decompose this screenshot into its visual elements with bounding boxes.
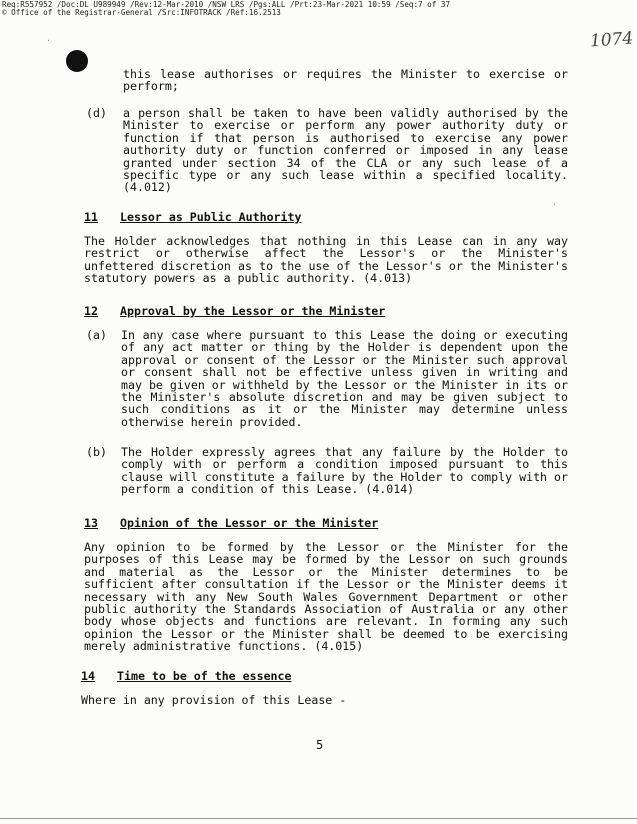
handwritten-page-number: 1074	[589, 28, 634, 52]
para-a-label: (a)	[86, 328, 107, 342]
section-title: Lessor as Public Authority	[120, 210, 302, 224]
punch-hole-dot	[66, 50, 88, 72]
para-b-text: The Holder expressly agrees that any failure by the Holder to comply with or perform a condition imposed pursuant to this clause will constitute a failure by the Holder to comply with or perform a condition of this Lease. (4.014)	[121, 445, 568, 497]
section-14-heading	[81, 670, 292, 682]
para-a-text: In any case where pursuant to this Lease the doing or executing of any act matter or thing by the Holder is dependent upon the approval or consent of the Lessor or the Minister such approval or consent shall not be effective unless given in writing and may be given or withheld by the Lessor or the Minister in its or the Minister's absolute discretion and may be given subject to such conditions as it or the Minister may determine unless otherwise herein provided.	[121, 328, 568, 429]
section-13-heading	[84, 517, 378, 529]
page-number: 5	[316, 738, 324, 752]
scan-edge-line	[0, 818, 637, 819]
para-b-label: (b)	[86, 445, 107, 459]
header-line-1: Req:R557952 /Doc:DL U989949 /Rev:12-Mar-2010 /NSW LRS /Pgs:ALL /Prt:23-Mar-2021 10:59 /Seq:7 of 37	[2, 0, 451, 9]
continuation-text: this lease authorises or requires the Minister to exercise or perform;	[123, 67, 568, 94]
scan-speck: ·	[552, 200, 557, 209]
header-line-2: © Office of the Registrar-General /Src:INFOTRACK /Ref:16.2513	[2, 8, 281, 17]
scan-speck: ·	[46, 36, 51, 45]
section-title: Approval by the Lessor or the Minister	[120, 304, 386, 318]
para-d-text: a person shall be taken to have been validly authorised by the Minister to exercise or perform any power authority duty or function if that person is authorised to exercise any power authority duty or function conferred or imposed in any lease granted under section 34 of the CLA or any such lease of a specific type or any such lease within a specified locality. (4.012)	[123, 106, 568, 195]
section-number: 11	[84, 210, 98, 224]
section-title: Opinion of the Lessor or the Minister	[120, 516, 379, 530]
para-d-label: (d)	[86, 106, 107, 120]
section-number: 14	[81, 669, 95, 683]
section-11-heading	[84, 211, 301, 223]
section-number: 12	[84, 304, 98, 318]
section-11-text: The Holder acknowledges that nothing in this Lease can in any way restrict or otherwise affect the Lessor's or the Minister's unfettered discretion as to the use of the Lessor's or the Minister's statutory powers as a public authority. (4.013)	[84, 234, 568, 286]
section-14-text: Where in any provision of this Lease -	[81, 693, 347, 707]
section-13-text: Any opinion to be formed by the Lessor or the Minister for the purposes of this Lease may be formed by the Lessor on such grounds and material as the Lessor or the Minister determines to be sufficient after consultation if the Lessor or the Minister deems it necessary with any New South Wales Government Department or other public authority the Standards Association of Australia or any other body whose objects and functions are relevant. In forming any such opinion the Lessor or the Minister shall be deemed to be exercising merely administrative functions. (4.015)	[84, 540, 568, 654]
section-12-heading	[84, 305, 385, 317]
section-title: Time to be of the essence	[117, 669, 292, 683]
section-number: 13	[84, 516, 98, 530]
